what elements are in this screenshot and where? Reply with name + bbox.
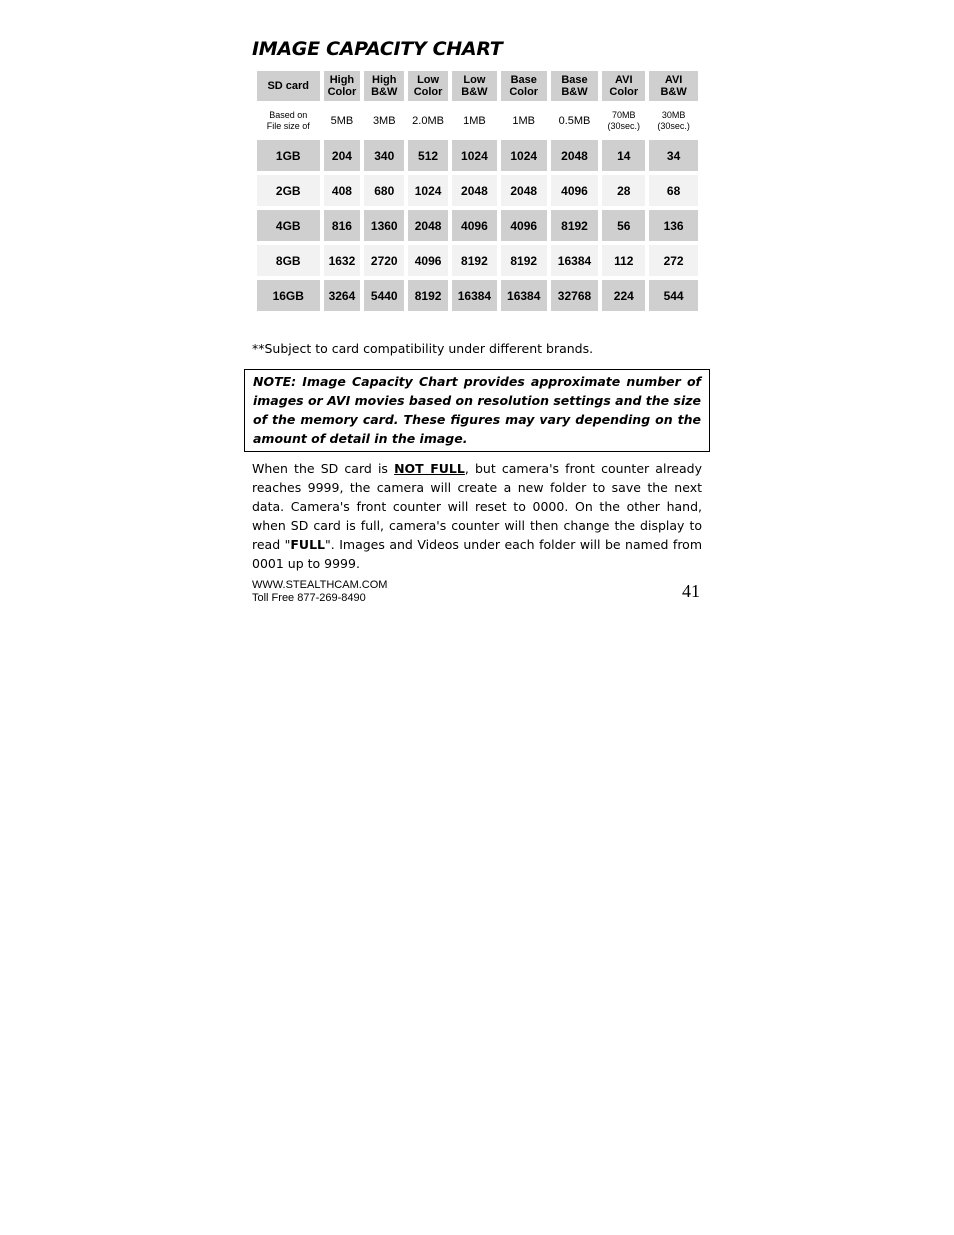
capacity-cell: 2048: [551, 140, 599, 171]
file-size-cell: 1MB: [452, 105, 497, 136]
website-url: WWW.STEALTHCAM.COM: [252, 579, 388, 591]
capacity-cell: 680: [364, 175, 404, 206]
capacity-cell: 4096: [551, 175, 599, 206]
capacity-cell: 8192: [452, 245, 497, 276]
page-number: 41: [682, 581, 700, 601]
file-size-text: 70MB (30sec.): [607, 109, 641, 131]
header-cell: [364, 71, 404, 101]
image-capacity-table: [253, 67, 702, 315]
capacity-cell: 68: [649, 175, 698, 206]
header-cell: [324, 71, 361, 101]
capacity-cell: 1632: [324, 245, 361, 276]
toll-free-phone: Toll Free 877-269-8490: [252, 592, 366, 604]
capacity-cell: 136: [649, 210, 698, 241]
card-size-cell: 1GB: [257, 140, 320, 171]
table-row: [257, 280, 698, 311]
body-text-3: ". Images and Videos under each folder will be named from 0001 up to 9999.: [252, 537, 703, 571]
capacity-cell: 28: [602, 175, 645, 206]
header-cell: [602, 71, 645, 101]
header-label: Base B&W: [561, 74, 588, 98]
header-label: Low Color: [413, 74, 443, 98]
counter-paragraph: [252, 459, 702, 573]
page-footer: [252, 579, 702, 609]
header-cell: [257, 71, 320, 101]
body-text-1: When the SD card is: [252, 461, 395, 476]
capacity-cell: 16384: [452, 280, 497, 311]
capacity-cell: 34: [649, 140, 698, 171]
capacity-cell: 8192: [408, 280, 448, 311]
capacity-cell: 340: [364, 140, 404, 171]
header-cell: [649, 71, 698, 101]
capacity-cell: 272: [649, 245, 698, 276]
capacity-cell: 4096: [501, 210, 547, 241]
file-size-label: [257, 105, 320, 136]
capacity-cell: 2048: [408, 210, 448, 241]
capacity-cell: 4096: [452, 210, 497, 241]
file-size-cell: 3MB: [364, 105, 404, 136]
page-title: IMAGE CAPACITY CHART: [252, 38, 503, 60]
card-size-cell: 2GB: [257, 175, 320, 206]
header-label: AVI B&W: [660, 74, 687, 98]
manual-page: [252, 30, 703, 604]
header-cell: [452, 71, 497, 101]
header-label: High B&W: [371, 74, 398, 98]
capacity-cell: 224: [602, 280, 645, 311]
capacity-cell: 2048: [452, 175, 497, 206]
capacity-cell: 8192: [501, 245, 547, 276]
file-size-cell: 0.5MB: [551, 105, 599, 136]
file-size-cell: [649, 105, 698, 136]
capacity-cell: 2048: [501, 175, 547, 206]
file-size-row: [257, 105, 698, 136]
header-cell: [501, 71, 547, 101]
capacity-cell: 32768: [551, 280, 599, 311]
capacity-cell: 16384: [551, 245, 599, 276]
capacity-cell: 8192: [551, 210, 599, 241]
not-full-emphasis: NOT FULL: [394, 461, 465, 476]
capacity-cell: 544: [649, 280, 698, 311]
capacity-cell: 112: [602, 245, 645, 276]
capacity-cell: 204: [324, 140, 361, 171]
body-text-2: , but camera's front counter already reaches 9999, the camera will create a new folder to save the next data. Camera's front counter will reset to 0000. On the other hand, when SD card is full, camera's counter will then change the display to read ": [252, 461, 702, 552]
file-size-cell: [602, 105, 645, 136]
file-size-cell: 1MB: [501, 105, 547, 136]
table-row: [257, 140, 698, 171]
table-row: [257, 245, 698, 276]
capacity-cell: 1360: [364, 210, 404, 241]
capacity-cell: 2720: [364, 245, 404, 276]
header-label: Base Color: [509, 74, 539, 98]
card-size-cell: 4GB: [257, 210, 320, 241]
capacity-cell: 1024: [408, 175, 448, 206]
capacity-cell: 3264: [324, 280, 361, 311]
header-cell: [408, 71, 448, 101]
capacity-cell: 56: [602, 210, 645, 241]
table-header-row: [257, 71, 698, 101]
capacity-cell: 14: [602, 140, 645, 171]
file-size-label-text: Based on File size of: [266, 109, 310, 131]
capacity-cell: 1024: [452, 140, 497, 171]
file-size-text: 30MB (30sec.): [657, 109, 690, 131]
capacity-cell: 816: [324, 210, 361, 241]
footer-contact: [252, 579, 387, 605]
file-size-cell: 5MB: [324, 105, 361, 136]
note-box: NOTE: Image Capacity Chart provides approximate number of images or AVI movies based on resolution settings and the size of the memory card. These figures may vary depending on the amount of detail in the image.: [244, 369, 710, 452]
table-row: [257, 175, 698, 206]
compatibility-footnote: **Subject to card compatibility under different brands.: [252, 341, 594, 356]
full-emphasis: FULL: [290, 537, 326, 552]
capacity-cell: 5440: [364, 280, 404, 311]
header-cell: [551, 71, 599, 101]
header-label: High Color: [327, 74, 357, 98]
table-row: [257, 210, 698, 241]
header-label: SD card: [267, 80, 310, 92]
header-label: AVI Color: [609, 74, 639, 98]
file-size-cell: 2.0MB: [408, 105, 448, 136]
capacity-cell: 16384: [501, 280, 547, 311]
capacity-cell: 1024: [501, 140, 547, 171]
header-label: Low B&W: [461, 74, 488, 98]
capacity-cell: 4096: [408, 245, 448, 276]
capacity-cell: 408: [324, 175, 361, 206]
card-size-cell: 16GB: [257, 280, 320, 311]
card-size-cell: 8GB: [257, 245, 320, 276]
capacity-cell: 512: [408, 140, 448, 171]
